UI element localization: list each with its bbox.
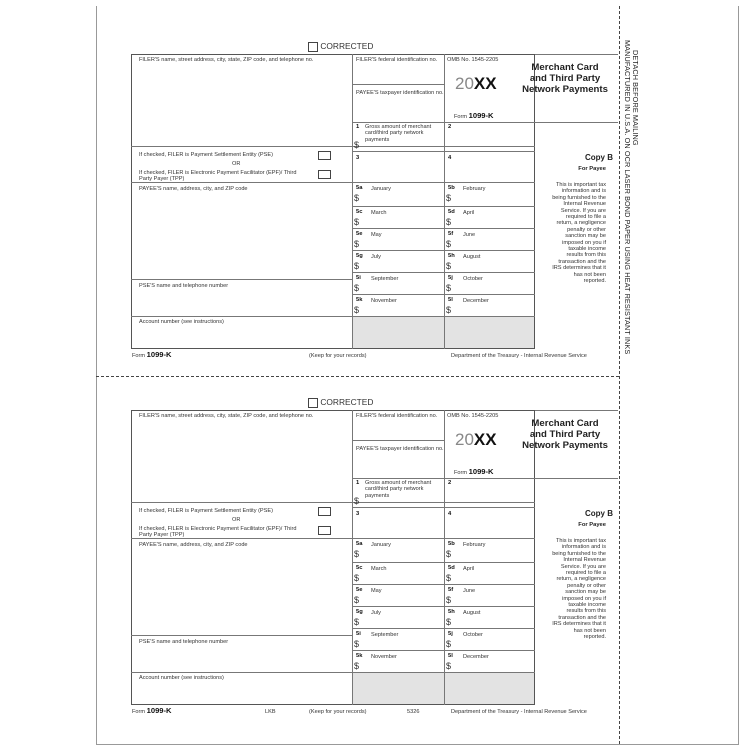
box5i-number: 5i xyxy=(356,631,361,637)
info-line: Service. If you are xyxy=(560,207,606,214)
box5g-dollar[interactable]: $ xyxy=(354,617,360,627)
for-payee-label: For Payee xyxy=(578,166,606,172)
box5k-label: November xyxy=(371,298,397,304)
box5e-dollar[interactable]: $ xyxy=(354,595,360,605)
pse-phone-label: PSE'S name and telephone number xyxy=(139,283,229,289)
box5b-label: February xyxy=(463,542,486,548)
box4-number: 4 xyxy=(448,155,452,161)
box5f-dollar[interactable]: $ xyxy=(446,239,452,249)
info-line: transaction and the xyxy=(558,258,606,265)
box5e-label: May xyxy=(371,232,382,238)
form-1099k-copy-b xyxy=(0,6,750,376)
box5g-number: 5g xyxy=(356,609,363,615)
box5e-dollar[interactable]: $ xyxy=(354,239,360,249)
box5h-label: August xyxy=(463,254,481,260)
box5f-number: 5f xyxy=(448,231,454,237)
box5h-number: 5h xyxy=(448,609,455,615)
info-line: IRS determines that it xyxy=(552,265,606,272)
box5i-number: 5i xyxy=(356,275,361,281)
box5c-number: 5c xyxy=(356,209,363,215)
payee-tin-label: PAYEE'S taxpayer identification no. xyxy=(356,446,444,452)
for-payee-label: For Payee xyxy=(578,522,606,528)
filer-fed-id-label: FILER'S federal identification no. xyxy=(356,57,438,63)
tax-year[interactable]: 20XX xyxy=(455,74,497,93)
keep-records: (Keep for your records) xyxy=(309,709,367,715)
info-line: being furnished to the xyxy=(552,194,606,201)
box5b-dollar[interactable]: $ xyxy=(446,193,452,203)
box5f-number: 5f xyxy=(448,587,454,593)
info-line: Service. If you are xyxy=(560,563,606,570)
info-line: imposed on you if xyxy=(562,239,606,246)
box2-number: 2 xyxy=(448,124,452,130)
box5j-dollar[interactable]: $ xyxy=(446,639,452,649)
box5k-dollar[interactable]: $ xyxy=(354,305,360,315)
shaded-cell xyxy=(353,317,444,348)
footer-code: 5326 xyxy=(407,709,420,715)
filer-fed-id-label: FILER'S federal identification no. xyxy=(356,413,438,419)
box5h-label: August xyxy=(463,610,481,616)
box2-number: 2 xyxy=(448,480,452,486)
copy-label: Copy B xyxy=(585,509,613,518)
box5e-number: 5e xyxy=(356,587,363,593)
footer-form-id: Form 1099-K xyxy=(132,350,172,359)
info-line: reported. xyxy=(583,278,606,285)
dept-treasury: Department of the Treasury - Internal Revenue Service xyxy=(451,709,587,715)
info-line: sanction may be xyxy=(565,589,606,596)
corrected-checkbox[interactable]: CORRECTED xyxy=(308,41,373,52)
info-line: has not been xyxy=(573,627,606,634)
pse-checkbox[interactable] xyxy=(318,507,331,516)
account-label: Account number (see instructions) xyxy=(139,675,224,681)
box5g-dollar[interactable]: $ xyxy=(354,261,360,271)
box5b-number: 5b xyxy=(448,185,455,191)
box5i-dollar[interactable]: $ xyxy=(354,639,360,649)
info-line: Internal Revenue xyxy=(563,557,606,564)
shaded-cell xyxy=(445,317,534,348)
box5d-dollar[interactable]: $ xyxy=(446,217,452,227)
box5d-dollar[interactable]: $ xyxy=(446,573,452,583)
info-line: reported. xyxy=(583,634,606,641)
box5e-number: 5e xyxy=(356,231,363,237)
box5k-dollar[interactable]: $ xyxy=(354,661,360,671)
box5d-label: April xyxy=(463,210,475,216)
box5a-label: January xyxy=(371,186,391,192)
info-line: This is important tax xyxy=(555,182,606,188)
box1-dollar[interactable]: $ xyxy=(354,496,360,506)
footer-form-id: Form 1099-K xyxy=(132,706,172,715)
omb-number: OMB No. 1545-2205 xyxy=(447,57,499,63)
box5k-label: November xyxy=(371,654,397,660)
box5i-dollar[interactable]: $ xyxy=(354,283,360,293)
box5k-number: 5k xyxy=(356,297,363,303)
pse-check-label: If checked, FILER is Payment Settlement Entity (PSE) xyxy=(139,152,273,158)
box5l-dollar[interactable]: $ xyxy=(446,305,452,315)
filer-field[interactable] xyxy=(133,422,350,500)
box5j-label: October xyxy=(463,632,483,638)
box5j-dollar[interactable]: $ xyxy=(446,283,452,293)
box5c-dollar[interactable]: $ xyxy=(354,217,360,227)
box5l-number: 5l xyxy=(448,297,453,303)
pse-check-label: If checked, FILER is Payment Settlement Entity (PSE) xyxy=(139,508,273,514)
info-line: return, a negligence xyxy=(556,220,606,227)
or-label: OR xyxy=(232,517,241,523)
filer-field[interactable] xyxy=(133,66,350,144)
box5d-label: April xyxy=(463,566,475,572)
copy-label: Copy B xyxy=(585,153,613,162)
manufactured-text: MANUFACTURED IN U.S.A. ON OCR LASER BOND PAPER USING HEAT RESISTANT INKS xyxy=(623,40,632,355)
box5l-label: December xyxy=(463,654,489,660)
info-line: required to file a xyxy=(565,214,606,221)
box5l-dollar[interactable]: $ xyxy=(446,661,452,671)
box5h-number: 5h xyxy=(448,253,455,259)
info-line: penalty or other xyxy=(567,226,606,233)
payee-label: PAYEE'S name, address, city, and ZIP code xyxy=(139,542,248,548)
box5d-number: 5d xyxy=(448,209,455,215)
form-title: Merchant Card and Third Party Network Payments xyxy=(522,62,608,95)
box5c-number: 5c xyxy=(356,565,363,571)
box1-number: 1 xyxy=(356,480,360,486)
info-line: information and is xyxy=(561,544,606,551)
info-line: penalty or other xyxy=(567,582,606,589)
info-line: required to file a xyxy=(565,570,606,577)
info-line: has not been xyxy=(573,271,606,278)
box5f-label: June xyxy=(463,232,476,238)
box3-number: 3 xyxy=(356,511,360,517)
box5a-dollar[interactable]: $ xyxy=(354,193,360,203)
box5j-label: October xyxy=(463,276,483,282)
dept-treasury: Department of the Treasury - Internal Revenue Service xyxy=(451,353,587,359)
filer-label: FILER'S name, street address, city, state, ZIP code, and telephone no. xyxy=(139,413,314,419)
box1-label: Gross amount of merchant card/third party network payments xyxy=(365,480,432,499)
filer-label: FILER'S name, street address, city, state, ZIP code, and telephone no. xyxy=(139,57,314,63)
box1-dollar[interactable]: $ xyxy=(354,140,360,150)
box5a-number: 5a xyxy=(356,185,363,191)
pse-checkbox[interactable] xyxy=(318,151,331,160)
box5h-dollar[interactable]: $ xyxy=(446,261,452,271)
box5f-label: June xyxy=(463,588,476,594)
shaded-cell xyxy=(353,673,444,704)
box5i-label: September xyxy=(371,276,399,282)
info-line: return, a negligence xyxy=(556,576,606,583)
epf-checkbox[interactable] xyxy=(318,526,331,535)
info-line: results from this xyxy=(566,608,606,615)
footer-lkb: LKB xyxy=(265,709,276,715)
payee-label: PAYEE'S name, address, city, and ZIP code xyxy=(139,186,248,192)
box5a-label: January xyxy=(371,542,391,548)
account-label: Account number (see instructions) xyxy=(139,319,224,325)
box5g-number: 5g xyxy=(356,253,363,259)
info-line: sanction may be xyxy=(565,233,606,240)
box5f-dollar[interactable]: $ xyxy=(446,595,452,605)
or-label: OR xyxy=(232,161,241,167)
epf-check-label: If checked, FILER is Electronic Payment Facilitator (EPF)/ Third Party Payer (TPP) xyxy=(139,526,297,539)
info-line: information and is xyxy=(561,188,606,195)
box5j-number: 5j xyxy=(448,631,453,637)
form-title: Merchant Card and Third Party Network Payments xyxy=(522,418,608,451)
detach-text: DETACH BEFORE MAILING xyxy=(631,50,640,146)
box5k-number: 5k xyxy=(356,653,363,659)
info-line: transaction and the xyxy=(558,614,606,621)
box5b-label: February xyxy=(463,186,486,192)
important-info xyxy=(537,538,606,641)
info-line: IRS determines that it xyxy=(552,621,606,628)
box5b-number: 5b xyxy=(448,541,455,547)
info-line: imposed on you if xyxy=(562,595,606,602)
box4-number: 4 xyxy=(448,511,452,517)
box5d-number: 5d xyxy=(448,565,455,571)
box5h-dollar[interactable]: $ xyxy=(446,617,452,627)
box3-number: 3 xyxy=(356,155,360,161)
form-id: Form 1099-K xyxy=(454,467,494,476)
box5b-dollar[interactable]: $ xyxy=(446,549,452,559)
payee-tin-label: PAYEE'S taxpayer identification no. xyxy=(356,90,444,96)
form-id: Form 1099-K xyxy=(454,111,494,120)
info-line: Internal Revenue xyxy=(563,201,606,208)
box5g-label: July xyxy=(371,610,381,616)
omb-number: OMB No. 1545-2205 xyxy=(447,413,499,419)
box5l-number: 5l xyxy=(448,653,453,659)
important-info xyxy=(537,182,606,285)
box1-number: 1 xyxy=(356,124,360,130)
box5e-label: May xyxy=(371,588,382,594)
box5c-label: March xyxy=(371,210,387,216)
box5j-number: 5j xyxy=(448,275,453,281)
box5c-label: March xyxy=(371,566,387,572)
pse-phone-label: PSE'S name and telephone number xyxy=(139,639,229,645)
box5a-number: 5a xyxy=(356,541,363,547)
tax-year[interactable]: 20XX xyxy=(455,430,497,449)
box5g-label: July xyxy=(371,254,381,260)
box5a-dollar[interactable]: $ xyxy=(354,549,360,559)
box5l-label: December xyxy=(463,298,489,304)
info-line: being furnished to the xyxy=(552,550,606,557)
epf-check-label: If checked, FILER is Electronic Payment Facilitator (EPF)/ Third Party Payer (TPP) xyxy=(139,170,297,183)
shaded-cell xyxy=(445,673,534,704)
box1-label: Gross amount of merchant card/third party network payments xyxy=(365,124,432,143)
box5i-label: September xyxy=(371,632,399,638)
info-line: taxable income xyxy=(568,246,606,253)
keep-records: (Keep for your records) xyxy=(309,353,367,359)
info-line: taxable income xyxy=(568,602,606,609)
info-line: This is important tax xyxy=(555,538,606,544)
epf-checkbox[interactable] xyxy=(318,170,331,179)
corrected-checkbox[interactable]: CORRECTED xyxy=(308,397,373,408)
form-1099k-copy-b xyxy=(0,362,750,732)
box5c-dollar[interactable]: $ xyxy=(354,573,360,583)
info-line: results from this xyxy=(566,252,606,259)
